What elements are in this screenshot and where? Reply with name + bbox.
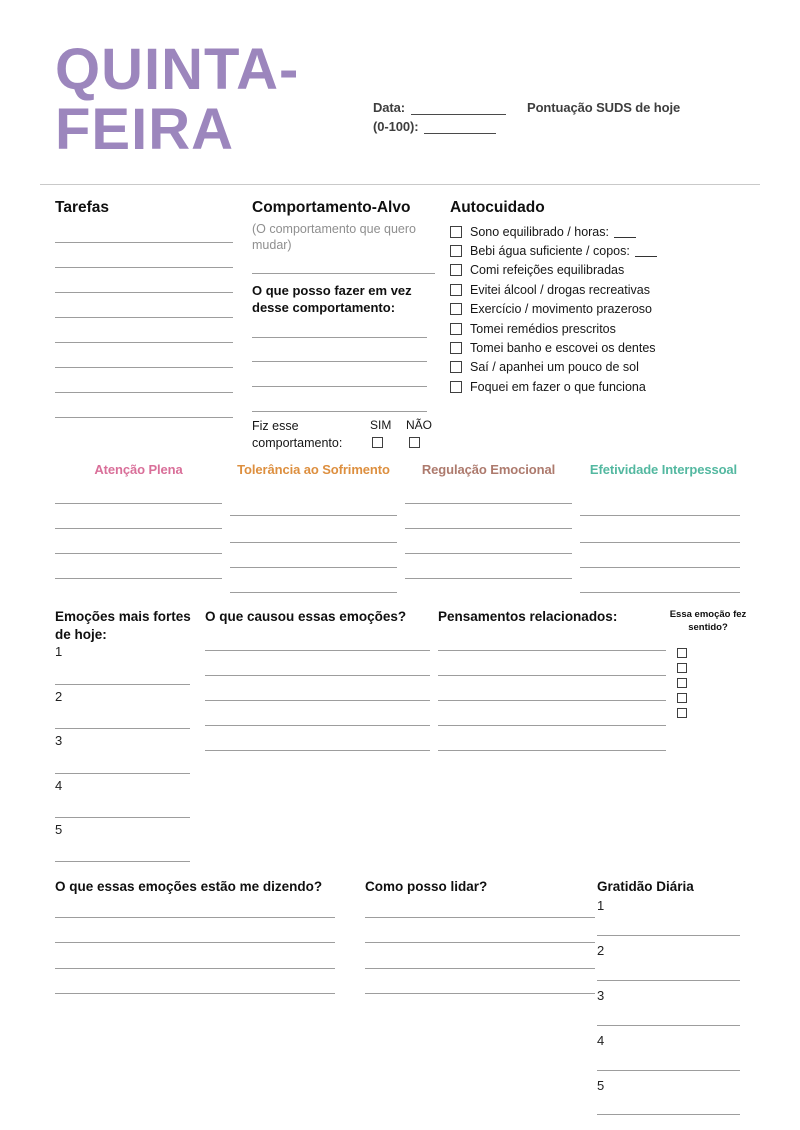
made-sense-checkbox[interactable] [677, 648, 687, 658]
emotion-regulation-title: Regulação Emocional [421, 462, 556, 477]
gratitude-number: 1 [597, 898, 605, 913]
writing-line[interactable] [55, 773, 190, 774]
tasks-title: Tarefas [55, 199, 109, 216]
checkbox[interactable] [450, 381, 462, 393]
writing-line[interactable] [580, 515, 740, 516]
checkbox[interactable] [450, 303, 462, 315]
self-care-item [450, 280, 657, 299]
writing-line[interactable] [230, 515, 397, 516]
writing-line[interactable] [55, 578, 222, 579]
date-blank[interactable] [411, 101, 506, 115]
gratitude-title: Gratidão Diária [597, 879, 694, 894]
writing-line[interactable] [365, 993, 595, 994]
related-thoughts-title: Pensamentos relacionados: [438, 609, 618, 624]
writing-line[interactable] [205, 725, 430, 726]
writing-line[interactable] [365, 917, 595, 918]
target-behavior-title: Comportamento-Alvo [252, 199, 411, 216]
writing-line[interactable] [597, 935, 740, 936]
gratitude-number: 4 [597, 1033, 605, 1048]
yes-checkbox[interactable] [372, 437, 383, 448]
interpersonal-effectiveness-title: Efetividade Interpessoal [589, 462, 738, 477]
self-care-item [450, 319, 657, 338]
checkbox[interactable] [450, 284, 462, 296]
self-care-item [450, 261, 657, 280]
checkbox[interactable] [450, 323, 462, 335]
writing-line[interactable] [55, 503, 222, 504]
writing-line[interactable] [580, 567, 740, 568]
writing-line[interactable] [205, 750, 430, 751]
instead-label: O que posso fazer em vez desse comportamento: [252, 283, 412, 315]
checkbox[interactable] [450, 245, 462, 257]
writing-line[interactable] [205, 650, 430, 651]
emotion-number: 2 [55, 689, 63, 704]
writing-line[interactable] [55, 861, 190, 862]
writing-line[interactable] [597, 980, 740, 981]
distress-tolerance-title: Tolerância ao Sofrimento [237, 462, 390, 477]
page-title-line2: FEIRA [55, 97, 234, 162]
self-care-list [450, 222, 657, 397]
self-care-item-label: Evitei álcool / drogas recreativas [470, 282, 650, 297]
writing-line[interactable] [55, 817, 190, 818]
suds-range-label: (0-100): [373, 119, 419, 134]
writing-line[interactable] [55, 317, 233, 318]
self-care-item [450, 338, 657, 357]
mindfulness-title: Atenção Plena [94, 462, 183, 477]
target-behavior-subtitle: (O comportamento que quero mudar) [252, 222, 416, 253]
emotions-telling-title: O que essas emoções estão me dizendo? [55, 879, 323, 894]
made-sense-checkbox[interactable] [677, 708, 687, 718]
writing-line[interactable] [55, 292, 233, 293]
emotion-number: 3 [55, 733, 63, 748]
writing-line[interactable] [438, 725, 666, 726]
self-care-item-label: Saí / apanhei um pouco de sol [470, 360, 639, 375]
gratitude-number: 3 [597, 988, 605, 1003]
writing-line[interactable] [55, 417, 233, 418]
writing-line[interactable] [205, 675, 430, 676]
checkbox[interactable] [450, 361, 462, 373]
strongest-emotions-title: Emoções mais fortes de hoje: [55, 609, 191, 642]
self-care-item-label: Exercício / movimento prazeroso [470, 302, 653, 317]
self-care-title: Autocuidado [450, 199, 545, 216]
self-care-item [450, 377, 657, 396]
gratitude-number: 2 [597, 943, 605, 958]
header-meta [373, 96, 680, 134]
writing-line[interactable] [405, 578, 572, 579]
self-care-item-label: Foquei em fazer o que funciona [470, 379, 646, 394]
writing-line[interactable] [55, 392, 233, 393]
writing-line[interactable] [438, 750, 666, 751]
checkbox[interactable] [450, 264, 462, 276]
page-title-line1: QUINTA- [55, 37, 300, 102]
self-care-item-label: Tomei banho e escovei os dentes [470, 341, 656, 356]
checkbox[interactable] [450, 226, 462, 238]
writing-line[interactable] [438, 700, 666, 701]
writing-line[interactable] [252, 386, 427, 387]
yes-label: SIM [370, 418, 392, 432]
writing-line[interactable] [55, 993, 335, 994]
writing-line[interactable] [438, 650, 666, 651]
cope-title: Como posso lidar? [365, 879, 488, 894]
gratitude-number: 5 [597, 1078, 605, 1093]
self-care-item-label: Sono equilibrado / horas: [470, 224, 609, 239]
writing-line[interactable] [55, 342, 233, 343]
writing-line[interactable] [405, 528, 572, 529]
writing-line[interactable] [55, 968, 335, 969]
page-title [55, 37, 300, 162]
writing-line[interactable] [365, 942, 595, 943]
made-sense-checkbox[interactable] [677, 663, 687, 673]
writing-line[interactable] [205, 700, 430, 701]
writing-line[interactable] [55, 684, 190, 685]
writing-line[interactable] [597, 1025, 740, 1026]
writing-line[interactable] [597, 1114, 740, 1115]
header-divider [40, 184, 760, 185]
writing-line[interactable] [252, 411, 427, 412]
emotion-made-sense-title: Essa emoção fez sentido? [669, 609, 747, 633]
writing-line[interactable] [438, 675, 666, 676]
writing-line[interactable] [405, 503, 572, 504]
writing-line[interactable] [252, 361, 427, 362]
self-care-item-label: Comi refeições equilibradas [470, 263, 625, 278]
self-care-item-label: Tomei remédios prescritos [470, 321, 616, 336]
writing-line[interactable] [55, 267, 233, 268]
suds-blank[interactable] [424, 120, 496, 134]
writing-line[interactable] [55, 942, 335, 943]
made-sense-checkbox[interactable] [677, 678, 687, 688]
emotion-number: 1 [55, 644, 63, 659]
self-care-item [450, 222, 657, 241]
cups-blank[interactable] [635, 245, 657, 257]
writing-line[interactable] [580, 542, 740, 543]
did-behavior-label: Fiz esse comportamento: [252, 419, 343, 450]
self-care-item-label: Bebi água suficiente / copos: [470, 244, 630, 259]
self-care-item [450, 241, 657, 260]
writing-line[interactable] [55, 367, 233, 368]
writing-line[interactable] [597, 1070, 740, 1071]
date-label: Data: [373, 100, 406, 115]
emotion-number: 4 [55, 778, 63, 793]
emotion-number: 5 [55, 822, 63, 837]
checkbox[interactable] [450, 342, 462, 354]
writing-line[interactable] [55, 528, 222, 529]
emotion-cause-title: O que causou essas emoções? [205, 609, 407, 624]
writing-line[interactable] [230, 542, 397, 543]
self-care-item [450, 358, 657, 377]
suds-label: Pontuação SUDS de hoje [527, 100, 681, 115]
writing-line[interactable] [55, 553, 222, 554]
self-care-item [450, 300, 657, 319]
writing-line[interactable] [252, 273, 435, 274]
writing-line[interactable] [580, 592, 740, 593]
writing-line[interactable] [252, 337, 427, 338]
no-checkbox[interactable] [409, 437, 420, 448]
writing-line[interactable] [55, 242, 233, 243]
writing-line[interactable] [55, 917, 335, 918]
writing-line[interactable] [230, 567, 397, 568]
writing-line[interactable] [405, 553, 572, 554]
hours-blank[interactable] [614, 226, 636, 238]
writing-line[interactable] [365, 968, 595, 969]
made-sense-checkbox[interactable] [677, 693, 687, 703]
writing-line[interactable] [55, 728, 190, 729]
writing-line[interactable] [230, 592, 397, 593]
no-label: NÃO [406, 418, 433, 432]
